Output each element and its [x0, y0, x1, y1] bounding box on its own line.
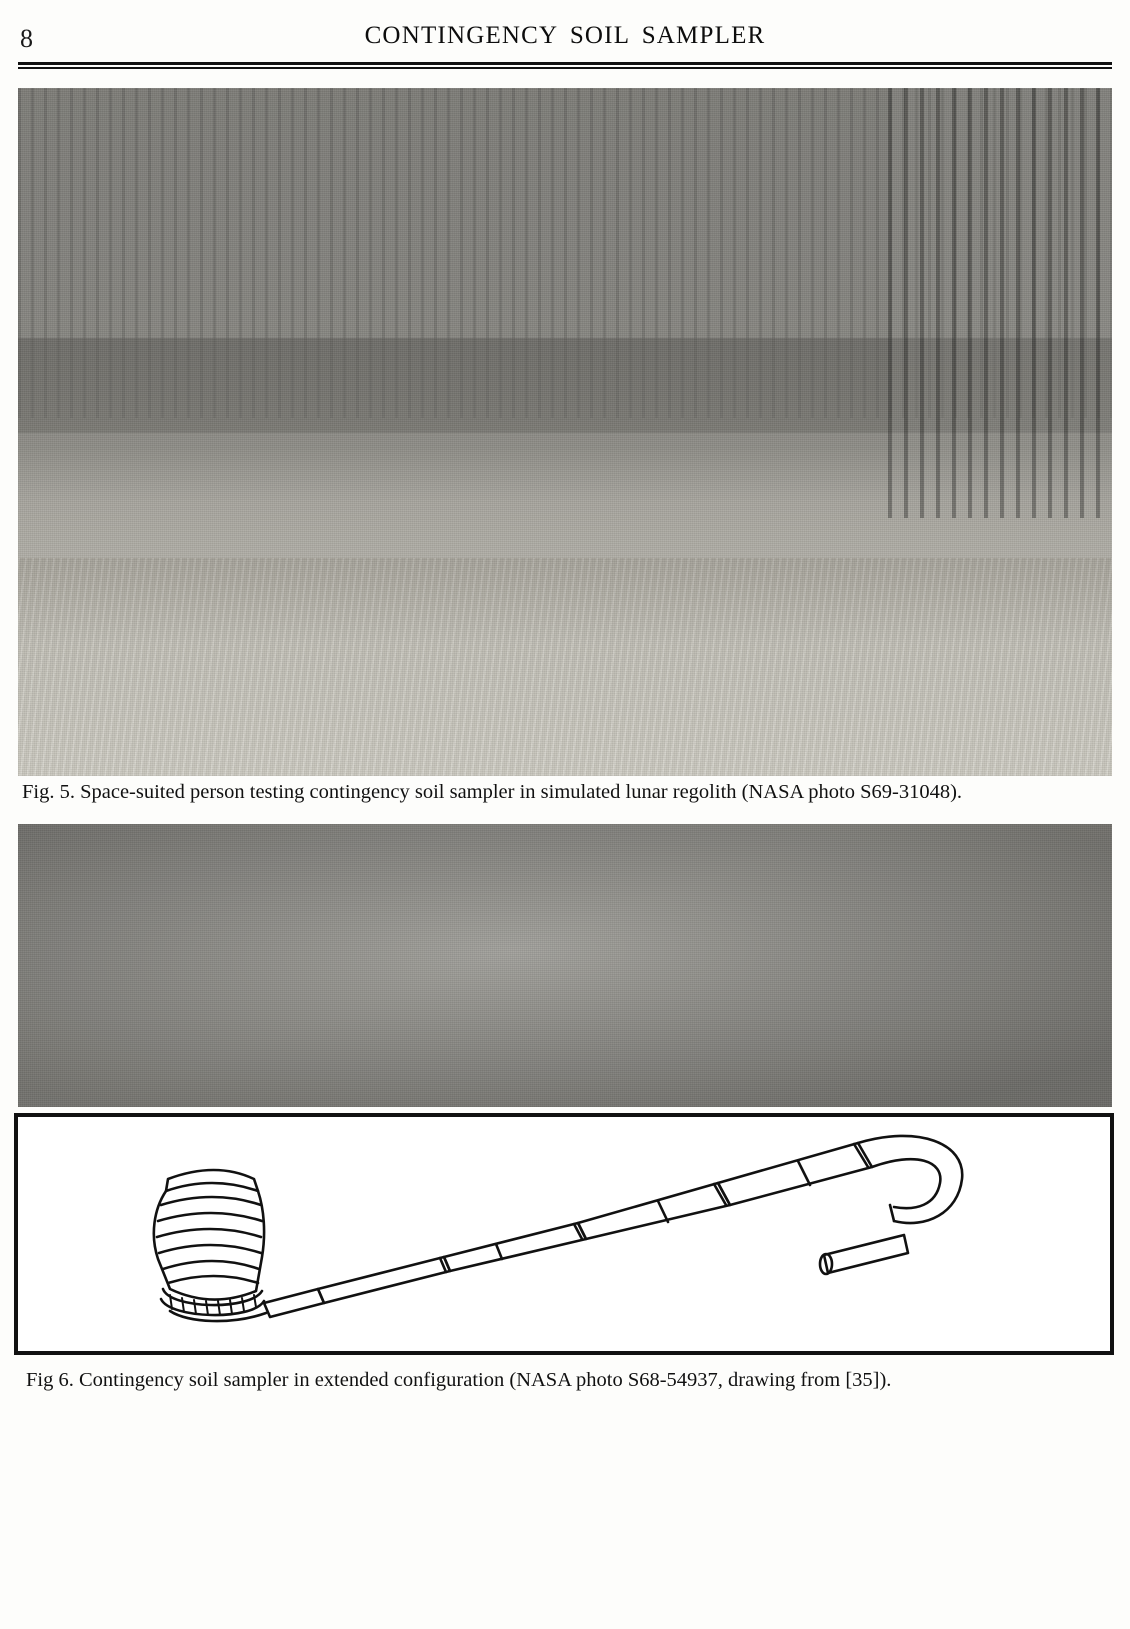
- figure-6-photograph: [18, 824, 1112, 1107]
- figure-5-caption: Fig. 5. Space-suited person testing contingency soil sampler in simulated lunar regolith (NASA photo S69-31048).: [22, 781, 963, 803]
- figure-5-photograph: [18, 88, 1112, 776]
- running-head: CONTINGENCY SOIL SAMPLER: [364, 22, 766, 49]
- figure-6-caption: Fig 6. Contingency soil sampler in extended configuration (NASA photo S68-54937, drawing from [35]).: [26, 1369, 892, 1391]
- sampler-line-drawing: [18, 1117, 1108, 1351]
- page-number: 8: [20, 24, 33, 53]
- page-header: [18, 20, 1112, 66]
- figure-6-line-drawing: [14, 1113, 1114, 1355]
- header-rule: [18, 62, 1112, 69]
